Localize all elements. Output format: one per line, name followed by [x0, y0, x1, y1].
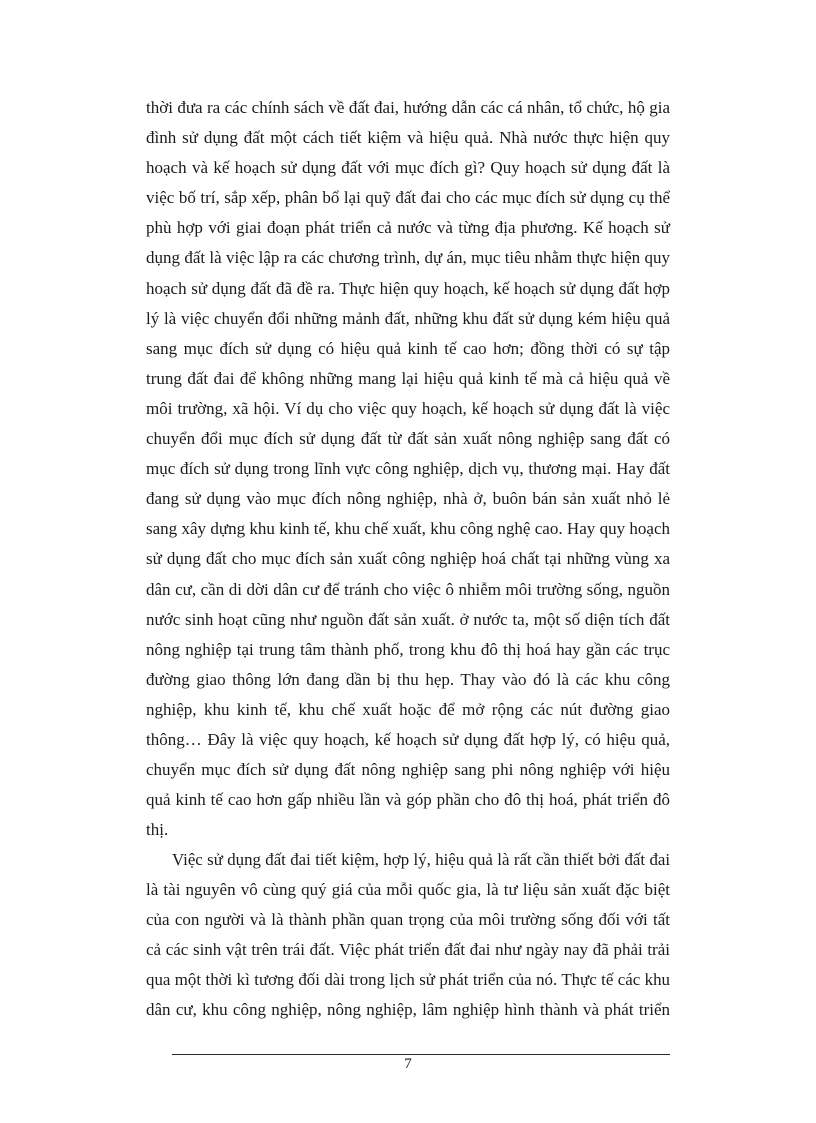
- text-line: qua một thời kì tương đối dài trong lịch sử phát triển của nó. Thực tế các khu: [146, 970, 670, 990]
- text-line: việc bố trí, sắp xếp, phân bổ lại quỹ đất đai cho các mục đích sử dụng cụ thể: [146, 188, 670, 208]
- text-line: chuyển đổi mục đích sử dụng đất từ đất sản xuất nông nghiệp sang đất có: [146, 429, 670, 449]
- text-line: môi trường, xã hội. Ví dụ cho việc quy hoạch, kế hoạch sử dụng đất là việc: [146, 398, 670, 418]
- text-line: nghiệp, khu kinh tế, khu chế xuất hoặc để mở rộng các nút đường giao: [146, 699, 670, 719]
- text-line: thị.: [146, 820, 169, 840]
- text-line: dân cư, khu công nghiệp, nông nghiệp, lâm nghiệp hình thành và phát triển: [146, 1000, 670, 1020]
- text-line: thông… Đây là việc quy hoạch, kế hoạch sử dụng đất hợp lý, có hiệu quả,: [146, 729, 670, 749]
- text-line: trung đất đai để không những mang lại hiệu quả kinh tế mà cả hiệu quả về: [146, 368, 670, 388]
- text-line: sử dụng đất cho mục đích sản xuất công nghiệp hoá chất tại những vùng xa: [146, 549, 670, 569]
- text-line: lý là việc chuyển đổi những mảnh đất, những khu đất sử dụng kém hiệu quả: [146, 308, 670, 328]
- text-line: là tài nguyên vô cùng quý giá của mỗi quốc gia, là tư liệu sản xuất đặc biệt: [146, 880, 670, 900]
- text-line: mục đích sử dụng trong lĩnh vực công nghiệp, dịch vụ, thương mại. Hay đất: [146, 459, 670, 479]
- text-line: nông nghiệp tại trung tâm thành phố, trong khu đô thị hoá hay gần các trục: [146, 639, 670, 659]
- text-line: hoạch sử dụng đất đã đề ra. Thực hiện quy hoạch, kế hoạch sử dụng đất hợp: [146, 278, 670, 298]
- text-line: quả kinh tế cao hơn gấp nhiều lần và góp phần cho đô thị hoá, phát triển đô: [146, 790, 670, 810]
- text-line: dân cư, cần di dời dân cư để tránh cho việc ô nhiễm môi trường sống, nguồn: [146, 579, 670, 599]
- text-line: dụng đất là việc lập ra các chương trình, dự án, mục tiêu nhằm thực hiện quy: [146, 248, 670, 268]
- body-paragraph-2: [146, 845, 670, 1026]
- text-line: thời đưa ra các chính sách về đất đai, hướng dẫn các cá nhân, tổ chức, hộ gia: [146, 98, 670, 117]
- text-line: sang mục đích sử dụng có hiệu quả kinh tế cao hơn; đồng thời có sự tập: [146, 338, 670, 358]
- text-line: đình sử dụng đất một cách tiết kiệm và hiệu quả. Nhà nước thực hiện quy: [146, 128, 670, 148]
- text-line: chuyển mục đích sử dụng đất nông nghiệp sang phi nông nghiệp với hiệu: [146, 760, 670, 780]
- text-line: đang sử dụng vào mục đích nông nghiệp, nhà ở, buôn bán sản xuất nhỏ lẻ: [146, 489, 670, 509]
- text-line: hoạch và kế hoạch sử dụng đất với mục đích gì? Quy hoạch sử dụng đất là: [146, 158, 670, 178]
- text-line: cả các sinh vật trên trái đất. Việc phát triển đất đai như ngày nay đã phải trải: [146, 940, 670, 960]
- footer-divider: [172, 1054, 670, 1055]
- text-line: nước sinh hoạt cũng như nguồn đất sản xuất. ở nước ta, một số diện tích đất: [146, 609, 670, 629]
- text-line: đường giao thông lớn đang dần bị thu hẹp. Thay vào đó là các khu công: [146, 669, 670, 689]
- page-number: 7: [404, 1056, 412, 1072]
- text-line: phù hợp với giai đoạn phát triển cả nước và từng địa phương. Kế hoạch sử: [146, 218, 670, 238]
- text-line-indented: Việc sử dụng đất đai tiết kiệm, hợp lý, hiệu quả là rất cần thiết bởi đất đai: [172, 850, 670, 869]
- text-line: của con người và là thành phần quan trọng của môi trường sống đối với tất: [146, 910, 670, 930]
- text-line: sang xây dựng khu kinh tế, khu chế xuất, khu công nghệ cao. Hay quy hoạch: [146, 519, 670, 539]
- body-paragraph-1: [146, 93, 670, 845]
